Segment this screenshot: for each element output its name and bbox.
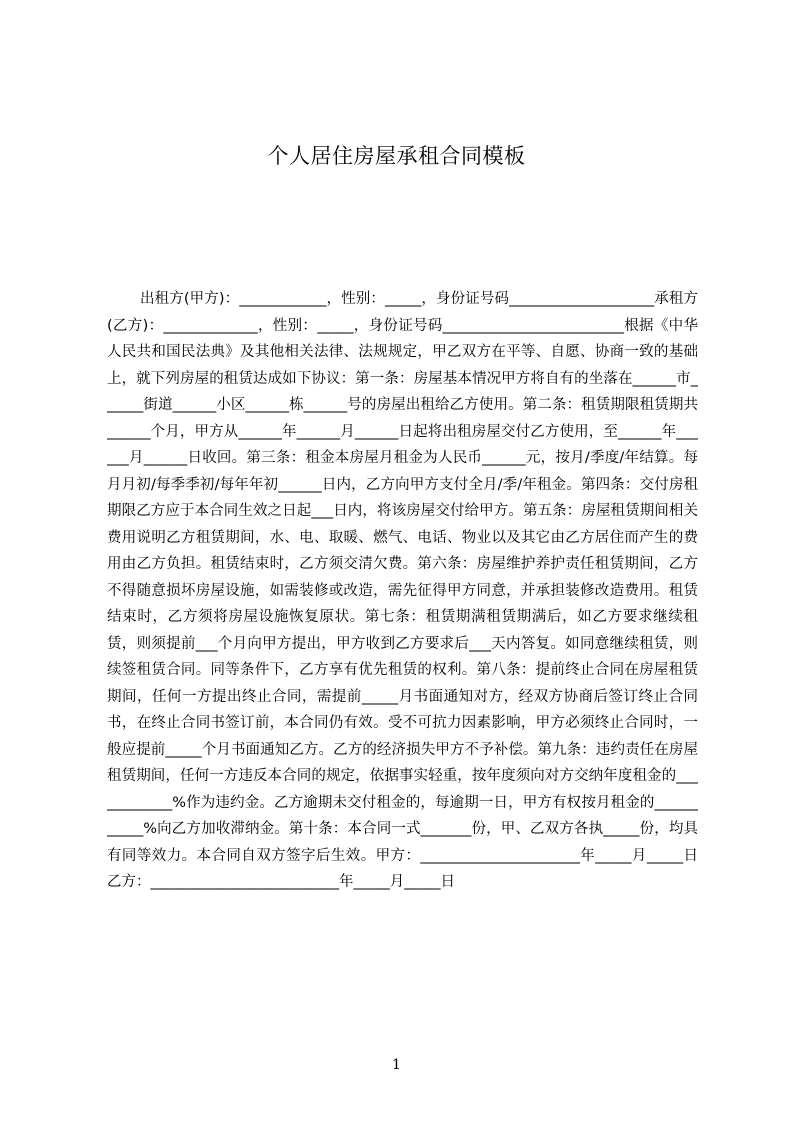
page-title: 个人居住房屋承租合同模板 (267, 144, 526, 168)
contract-body: 出租方(甲方)：____________，性别：_____，身份证号码____________________承租方(乙方)：_____________，性别：_____，身份证号码_________________________根据《中华人民共和国民法典》及其他相关法律、法规规定，甲乙双方在平等、自愿、协商一致的基础上，就下列房屋的租赁达成如下协议：第一条：房屋基本情况甲方将自有的坐落在______市______街道______小区______栋______号的房屋出租给乙方使用。第二条：租赁期限租赁期共______个月，甲方从______年______月______日起将出租房屋交付乙方使用，至______年______月______日收回。第三条：租金本房屋月租金为人民币______元，按月/季度/年结算。每月月初/每季季初/每年年初______日内，乙方向甲方支付全月/季/年租金。第四条：交付房租期限乙方应于本合同生效之日起___日内，将该房屋交付给甲方。第五条：房屋租赁期间相关费用说明乙方租赁期间，水、电、取暖、燃气、电话、物业以及其它由乙方居住而产生的费用由乙方负担。租赁结束时，乙方须交清欠费。第六条：房屋维护养护责任租赁期间，乙方不得随意损坏房屋设施，如需装修或改造，需先征得甲方同意，并承担装修改造费用。租赁结束时，乙方须将房屋设施恢复原状。第七条：租赁期满租赁期满后，如乙方要求继续租赁，则须提前___个月向甲方提出，甲方收到乙方要求后___天内答复。如同意继续租赁，则续签租赁合同。同等条件下，乙方享有优先租赁的权利。第八条：提前终止合同在房屋租赁期间，任何一方提出终止合同，需提前_____月书面通知对方，经双方协商后签订终止合同书，在终止合同书签订前，本合同仍有效。受不可抗力因素影响，甲方必须终止合同时，一般应提前_____个月书面通知乙方。乙方的经济损失甲方不予补偿。第九条：违约责任在房屋租赁期间，任何一方违反本合同的规定，依据事实轻重，按年度须向对方交纳年度租金的____________%作为违约金。乙方逾期未交付租金的，每逾期一日，甲方有权按月租金的___________%向乙方加收滞纳金。第十条：本合同一式_______份，甲、乙双方各执_____份，均具有同等效力。本合同自双方签字后生效。甲方：______________________年_____月_____日乙方：__________________________年_____月_____日 (107, 291, 698, 890)
page-number: 1 (392, 1057, 401, 1073)
